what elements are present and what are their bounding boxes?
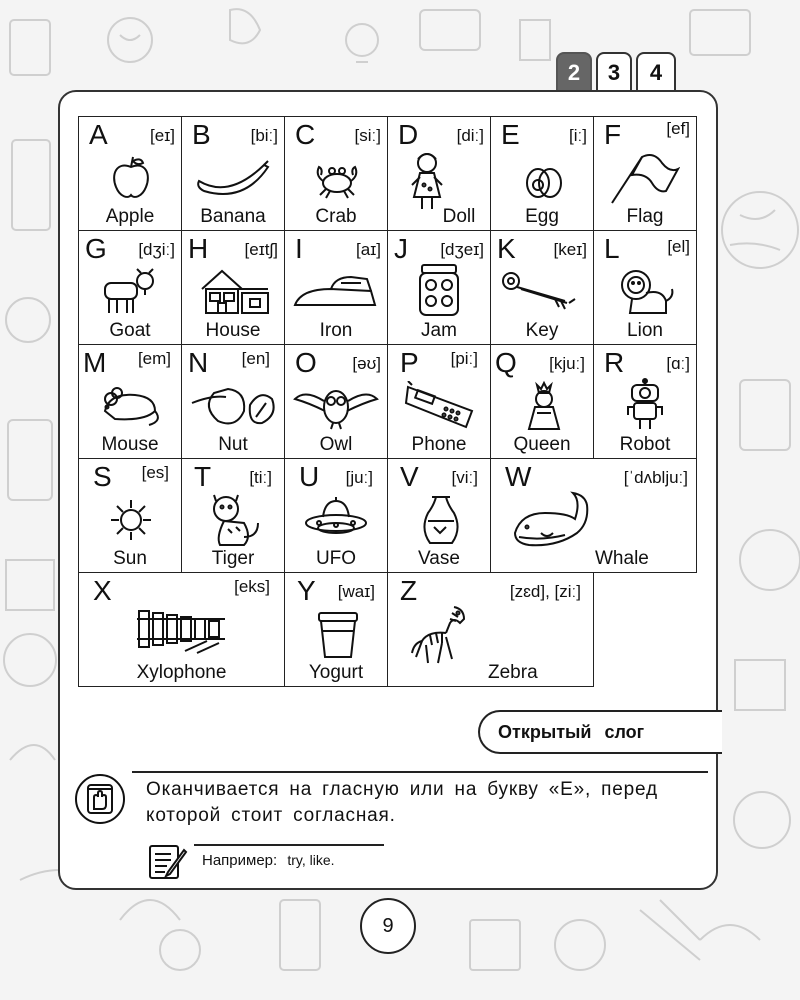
letter: W (505, 461, 532, 492)
letter: G (85, 233, 107, 264)
transcription: [biː] (250, 126, 278, 145)
alphabet-cell-t (181, 458, 285, 573)
word: UFO (315, 548, 357, 569)
word: Nut (218, 434, 248, 455)
alphabet-cell-s (78, 458, 182, 573)
yogurt-icon (313, 609, 363, 661)
transcription: [el] (667, 237, 690, 256)
house-icon (198, 267, 272, 317)
word: Zebra (488, 662, 538, 683)
letter: D (398, 119, 419, 150)
alphabet-cell-y (284, 572, 388, 687)
lion-icon (616, 267, 676, 317)
sun-icon (106, 495, 156, 545)
word: Crab (315, 206, 357, 227)
word: Whale (595, 548, 649, 569)
word: Yogurt (308, 662, 364, 683)
alphabet-cell-w (490, 458, 697, 573)
letter: V (400, 461, 419, 492)
word: Iron (319, 320, 353, 341)
robot-icon (620, 377, 670, 433)
alphabet-cell-o (284, 344, 388, 459)
word: Flag (626, 206, 664, 227)
crab-icon (312, 153, 362, 203)
alphabet-cell-r (593, 344, 697, 459)
owl-icon (291, 381, 381, 431)
word: Banana (200, 206, 266, 227)
example-underline (194, 844, 384, 846)
hand-icon (72, 771, 128, 827)
alphabet-cell-z (387, 572, 594, 687)
xylophone-icon (135, 605, 231, 655)
transcription: [dʒiː] (138, 240, 175, 259)
section-title: Открытый слог (478, 710, 722, 754)
letter: T (194, 461, 212, 492)
iron-icon (291, 267, 381, 317)
letter: B (192, 119, 211, 150)
letter: Z (400, 575, 418, 606)
example-label: Например: (202, 852, 278, 869)
example-words: try, like. (287, 852, 335, 868)
letter: X (93, 575, 112, 606)
transcription: [waɪ] (337, 582, 375, 601)
page-tabs (556, 52, 676, 92)
word: Tiger (211, 548, 255, 569)
letter: K (497, 233, 516, 264)
transcription: [diː] (456, 126, 484, 145)
alphabet-cell-h (181, 230, 285, 345)
word: Mouse (101, 434, 159, 455)
alphabet-cell-a (78, 116, 182, 231)
apple-icon (106, 153, 156, 203)
rule-text: Оканчивается на гласную или на букву «Е», перед которой стоит согласная. (146, 779, 658, 826)
goat-icon (99, 267, 159, 317)
notebook-pencil-icon (148, 844, 190, 880)
transcription: [piː] (450, 349, 478, 368)
vase-icon (416, 493, 466, 549)
flag-icon (608, 147, 680, 207)
letter: R (604, 347, 625, 378)
word: Key (525, 320, 559, 341)
alphabet-cell-u (284, 458, 388, 573)
word: Egg (525, 206, 559, 227)
transcription: [keɪ] (553, 240, 587, 259)
banana-icon (194, 153, 274, 203)
alphabet-grid (79, 117, 698, 692)
transcription: [ˈdʌbljuː] (623, 468, 688, 487)
letter: U (299, 461, 320, 492)
alphabet-cell-x (78, 572, 285, 687)
phone-icon (402, 381, 478, 431)
transcription: [viː] (451, 468, 478, 487)
transcription: [kjuː] (549, 354, 585, 373)
letter: I (295, 233, 303, 264)
letter: Y (297, 575, 316, 606)
letter: E (501, 119, 520, 150)
letter: C (295, 119, 316, 150)
content-card (58, 90, 718, 890)
transcription: [ef] (666, 119, 690, 138)
mouse-icon (95, 381, 165, 431)
word: Sun (113, 548, 147, 569)
transcription: [ɑː] (666, 354, 690, 373)
alphabet-cell-m (78, 344, 182, 459)
alphabet-cell-n (181, 344, 285, 459)
transcription: [en] (241, 349, 270, 368)
zebra-icon (408, 603, 472, 669)
word: Owl (319, 434, 353, 455)
word: Apple (105, 206, 155, 227)
transcription: [zɛd], [ziː] (509, 582, 581, 601)
letter: H (188, 233, 209, 264)
tab-3[interactable]: 3 (596, 52, 632, 92)
alphabet-cell-d (387, 116, 491, 231)
alphabet-cell-f (593, 116, 697, 231)
letter: P (400, 347, 419, 378)
letter: N (188, 347, 209, 378)
transcription: [aɪ] (356, 240, 381, 259)
ufo-icon (303, 495, 369, 545)
whale-icon (511, 489, 591, 551)
transcription: [eks] (234, 577, 270, 596)
letter: J (394, 233, 408, 264)
word: Goat (109, 320, 151, 341)
key-icon (499, 267, 583, 317)
page-number: 9 (360, 898, 416, 954)
word: Jam (421, 320, 457, 341)
alphabet-cell-k (490, 230, 594, 345)
transcription: [dʒeɪ] (440, 240, 484, 259)
transcription: [iː] (569, 126, 587, 145)
transcription: [siː] (354, 126, 381, 145)
letter: S (93, 461, 112, 492)
letter: M (83, 347, 107, 378)
alphabet-cell-g (78, 230, 182, 345)
egg-icon (518, 153, 568, 203)
letter: L (604, 233, 620, 264)
word: Xylophone (136, 662, 227, 683)
transcription: [eɪ] (150, 126, 175, 145)
transcription: [əʊ] (352, 354, 381, 373)
transcription: [tiː] (249, 468, 272, 487)
word: Lion (627, 320, 663, 341)
letter: F (604, 119, 622, 150)
jam-icon (414, 263, 464, 319)
transcription: [em] (137, 349, 171, 368)
queen-icon (519, 379, 569, 435)
nut-icon (188, 381, 278, 431)
divider (132, 771, 708, 773)
alphabet-cell-q (490, 344, 594, 459)
tab-4[interactable]: 4 (636, 52, 676, 92)
tiger-icon (204, 493, 264, 549)
letter: Q (495, 347, 517, 378)
alphabet-cell-e (490, 116, 594, 231)
alphabet-cell-c (284, 116, 388, 231)
alphabet-cell-p (387, 344, 491, 459)
transcription: [es] (141, 463, 169, 482)
example-line (202, 852, 335, 869)
word: Doll (442, 206, 476, 227)
alphabet-cell-v (387, 458, 491, 573)
word: Phone (411, 434, 467, 455)
tab-2[interactable]: 2 (556, 52, 592, 92)
transcription: [eɪtʃ] (244, 240, 278, 259)
word: Vase (418, 548, 460, 569)
alphabet-cell-l (593, 230, 697, 345)
transcription: [juː] (345, 468, 373, 487)
alphabet-cell-b (181, 116, 285, 231)
word: House (205, 320, 261, 341)
letter: A (89, 119, 108, 150)
alphabet-cell-j (387, 230, 491, 345)
letter: O (295, 347, 317, 378)
word: Queen (513, 434, 571, 455)
word: Robot (619, 434, 671, 455)
alphabet-cell-i (284, 230, 388, 345)
